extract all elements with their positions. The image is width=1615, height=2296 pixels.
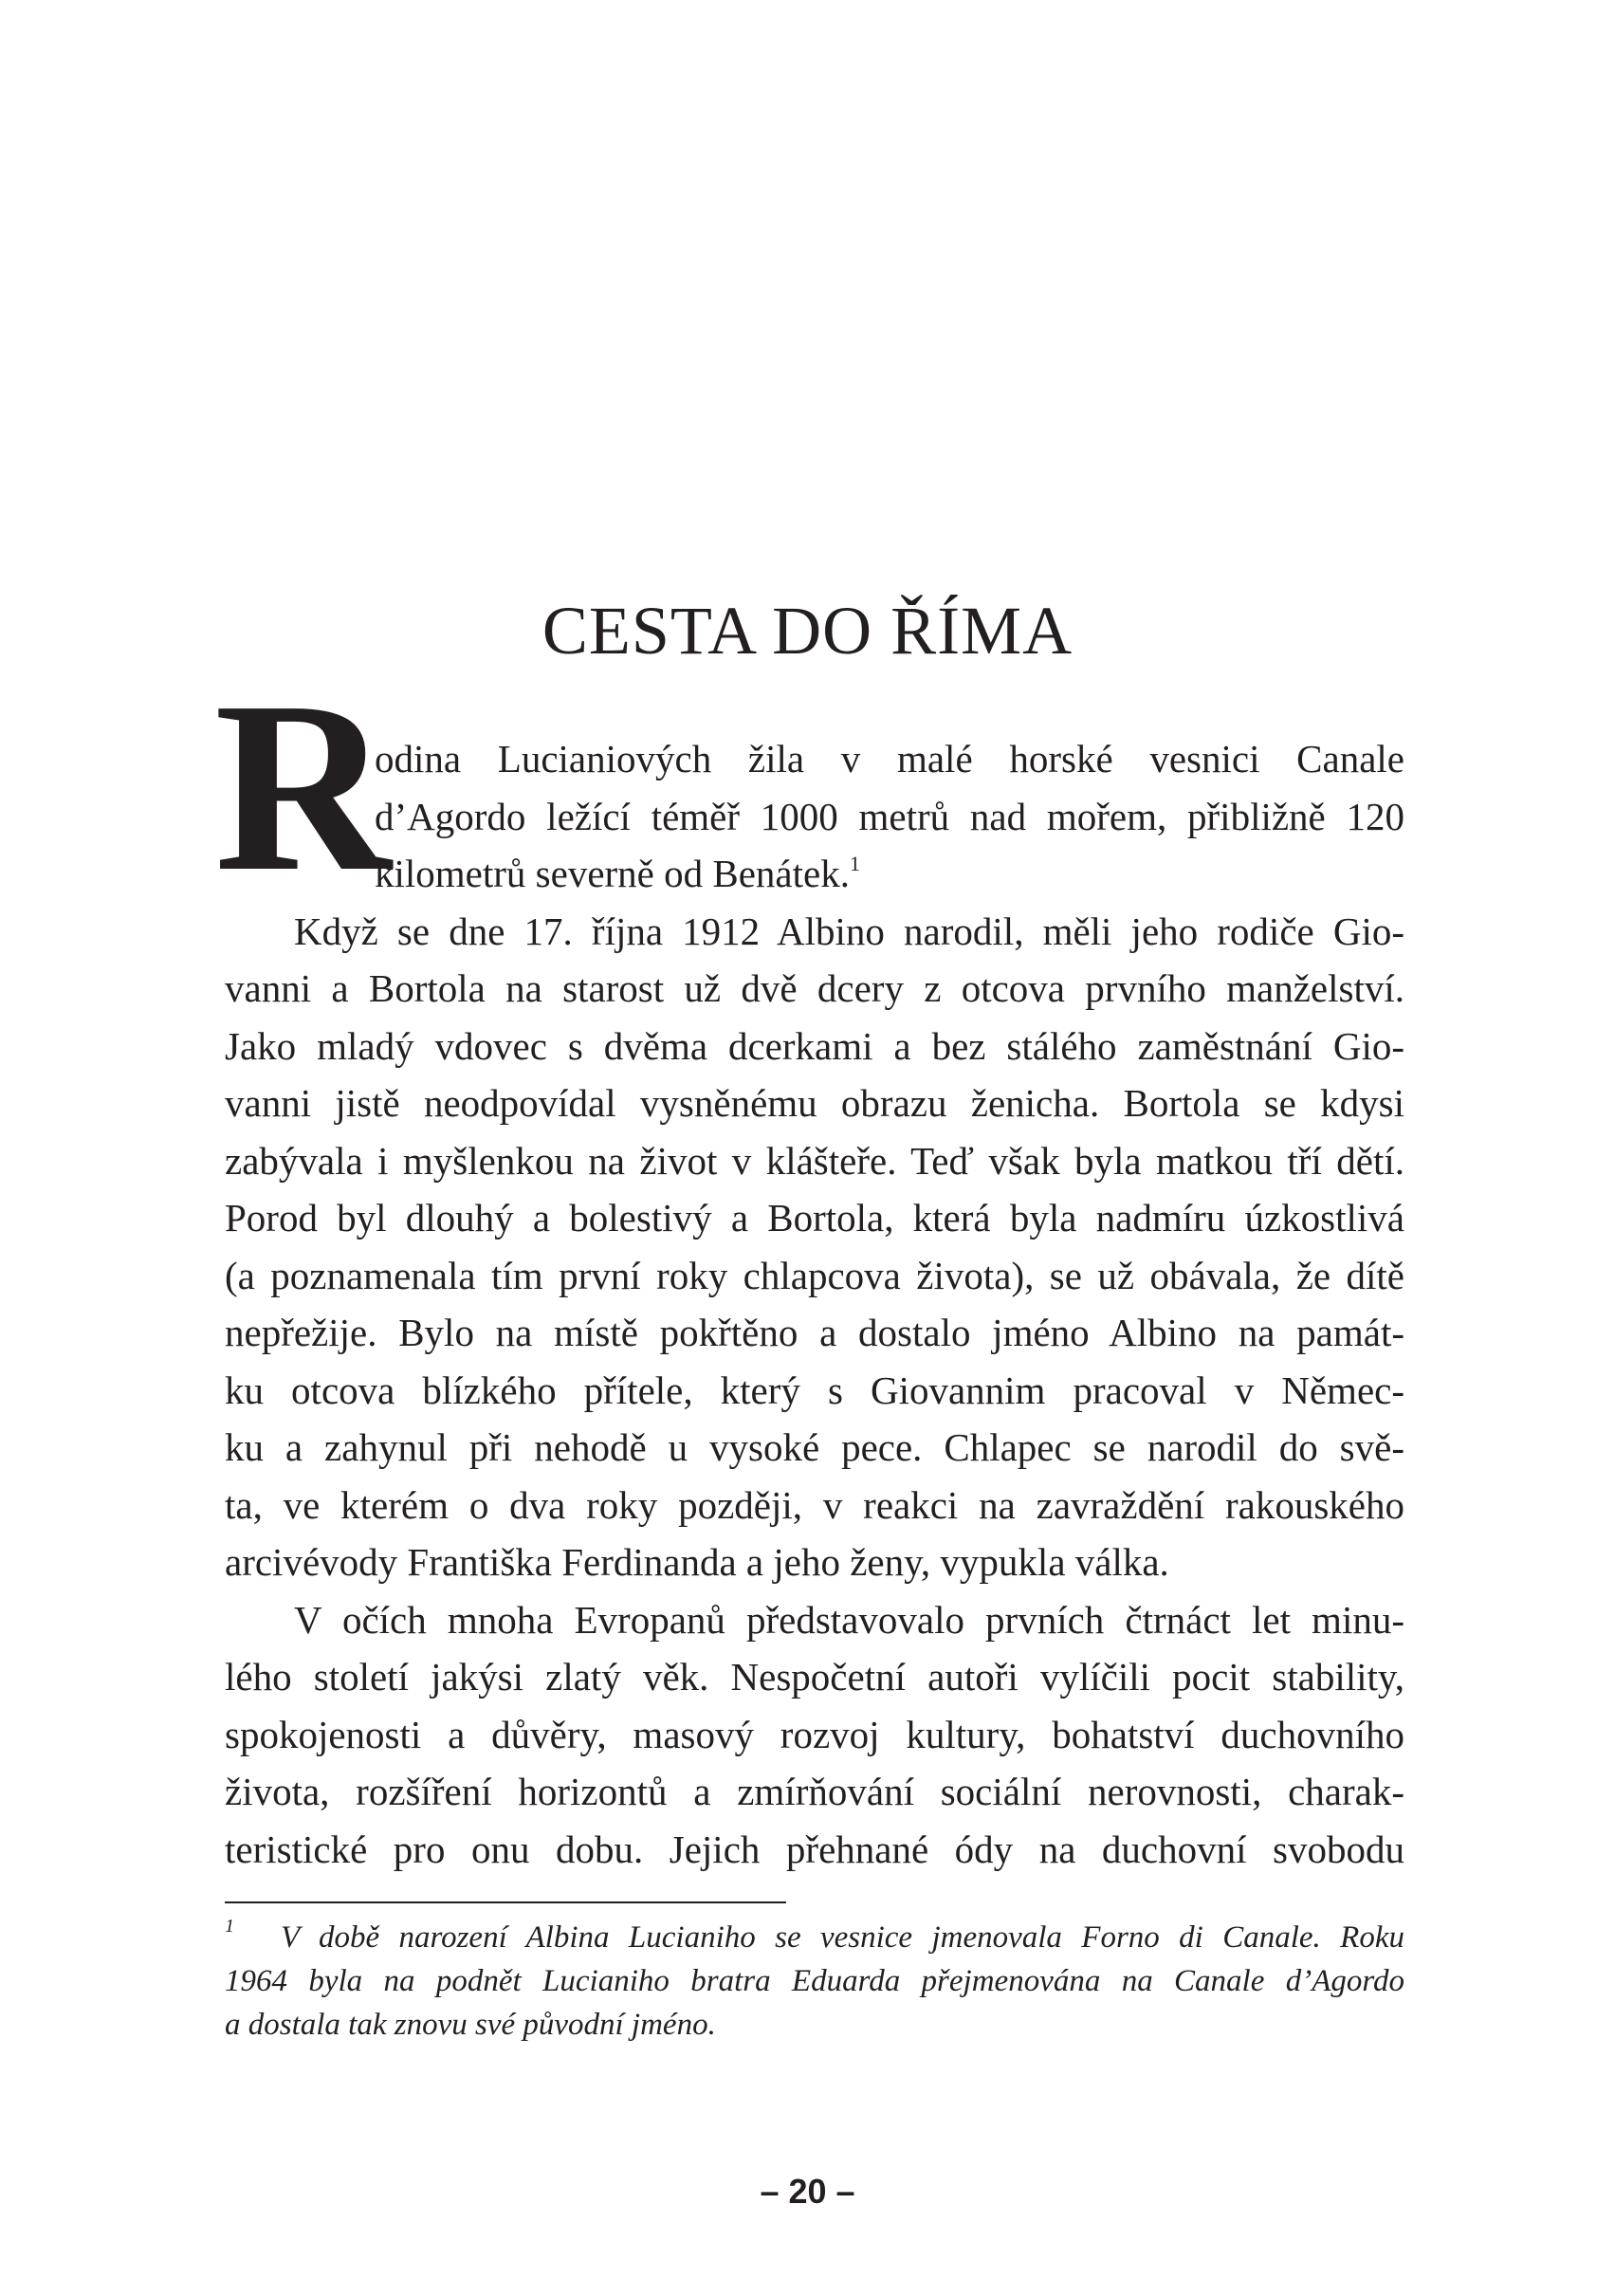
page-number: – 20 –	[760, 2172, 855, 2211]
text-line: nepřežije. Bylo na místě pokřtěno a dostalo jméno Albino na památ-	[225, 1311, 1404, 1354]
text-line: ta, ve kterém o dva roky později, v reakci na zavraždění rakouského	[225, 1482, 1404, 1527]
footnote-reference[interactable]: 1	[849, 852, 860, 875]
text-line: zabývala i myšlenkou na život v klášteře. Teď však byla matkou tří dětí.	[225, 1138, 1404, 1183]
footnote-line: 1964 byla na podnět Lucianiho bratra Eduarda přejmenována na Canale d’Agordo	[225, 1964, 1404, 1998]
footnote-line: a dostala tak znovu své původní jméno.	[225, 2008, 716, 2042]
text-line: (a poznamenala tím první roky chlapcova života), se už obávala, že dítě	[225, 1253, 1404, 1297]
text-line: odina Lucianiových žila v malé horské vesnici Canale	[375, 737, 1404, 781]
text-line: arcivévody Františka Ferdinanda a jeho ženy, vypukla válka.	[225, 1540, 1169, 1584]
text-line: života, rozšíření horizontů a zmírňování sociální nerovnosti, charak-	[225, 1770, 1404, 1813]
text-line: Když se dne 17. října 1912 Albino narodil, měli jeho rodiče Gio-	[294, 909, 1404, 953]
footnote-divider	[225, 1901, 786, 1903]
text-line: vanni a Bortola na starost už dvě dcery z otcova prvního manželství.	[225, 966, 1404, 1010]
chapter-title: CESTA DO ŘÍMA	[541, 593, 1074, 669]
text-line: ku otcova blízkého přítele, který s Giovannim pracoval v Němec-	[225, 1368, 1404, 1412]
text-line: vanni jistě neodpovídal vysněnému obrazu ženicha. Bortola se kdysi	[225, 1081, 1404, 1125]
text-line: teristické pro onu dobu. Jejich přehnané ódy na duchovní svobodu	[225, 1827, 1404, 1871]
text-line: spokojenosti a důvěry, masový rozvoj kultury, bohatství duchovního	[225, 1712, 1404, 1756]
footnote-line: V době narození Albina Lucianiho se vesnice jmenovala Forno di Canale. Roku	[281, 1920, 1404, 1955]
text-line: d’Agordo ležící téměř 1000 metrů nad mořem, přibližně 120	[375, 794, 1404, 838]
text-line: Porod byl dlouhý a bolestivý a Bortola, která byla nadmíru úzkostlivá	[225, 1196, 1404, 1240]
drop-cap: R	[214, 651, 392, 922]
text-line: lého století jakýsi zlatý věk. Nespočetní autoři vylíčili pocit stability,	[225, 1655, 1404, 1699]
text-line: ku a zahynul při nehodě u vysoké pece. Chlapec se narodil do svě-	[225, 1425, 1404, 1469]
text-line: V očích mnoha Evropanů představovalo prvních čtrnáct let minu-	[294, 1597, 1404, 1642]
footnote-number: 1	[225, 1916, 234, 1937]
text-line: Jako mladý vdovec s dvěma dcerkami a bez stálého zaměstnání Gio-	[225, 1023, 1404, 1068]
text-line: kilometrů severně od Benátek.$^1$	[375, 852, 860, 895]
